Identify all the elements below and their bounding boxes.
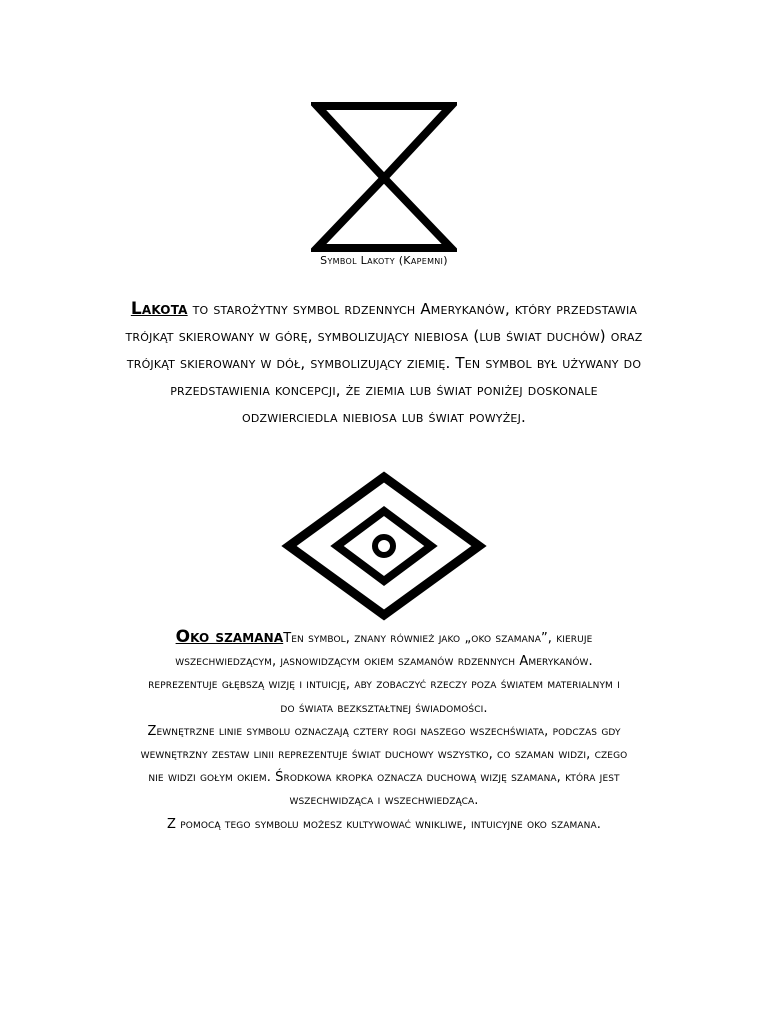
lakota-line-1-text: to starożytny symbol rdzennych Amerykanów, który przedstawia [187, 300, 638, 318]
shaman-eye-icon [281, 471, 487, 621]
oko-heading: Oko szamana [175, 627, 284, 647]
lakota-heading: Lakota [130, 299, 188, 319]
lakota-line-5: odzwierciedla niebiosa lub świat powyżej. [242, 408, 526, 426]
oko-line-9: Z pomocą tego symbolu możesz kultywować wnikliwe, intuicyjne oko szamana. [167, 816, 601, 832]
oko-line-7: nie widzi gołym okiem. Środkowa kropka oznacza duchową wizję szamana, która jest [148, 770, 620, 786]
lakota-caption: Symbol Lakoty (Kapemni) [320, 254, 448, 267]
oko-line-3: reprezentuje głębszą wizję i intuicję, aby zobaczyć rzeczy poza światem materialnym i [148, 677, 620, 693]
lakota-line-4: przedstawienia koncepcji, że ziemia lub świat poniżej doskonale [170, 381, 598, 399]
lakota-paragraph [50, 296, 718, 431]
oko-line-8: wszechwidząca i wszechwiedząca. [289, 793, 479, 809]
oko-line-6: wewnętrzny zestaw linii reprezentuje świat duchowy wszystko, co szaman widzi, czego [140, 747, 628, 763]
lakota-line-1 [50, 296, 718, 323]
lakota-line-3: trójkąt skierowany w dół, symbolizujący ziemię. Ten symbol był używany do [126, 354, 642, 372]
oko-line-4: do świata bezkształtnej świadomości. [280, 700, 488, 716]
lakota-line-2: trójkąt skierowany w górę, symbolizujący niebiosa (lub świat duchów) oraz [125, 327, 643, 345]
oko-line-5: Zewnętrzne linie symbolu oznaczają cztery rogi naszego wszechświata, podczas gdy [147, 723, 621, 739]
oko-line-1-text: Ten symbol, znany również jako „oko szamana”, kieruje [283, 631, 593, 646]
lakota-hourglass-icon [311, 101, 457, 253]
oko-line-1 [44, 626, 724, 650]
oko-line-2: wszechwiedzącym, jasnowidzącym okiem szamanów rdzennych Amerykanów. [175, 654, 593, 670]
oko-paragraph [44, 626, 724, 836]
